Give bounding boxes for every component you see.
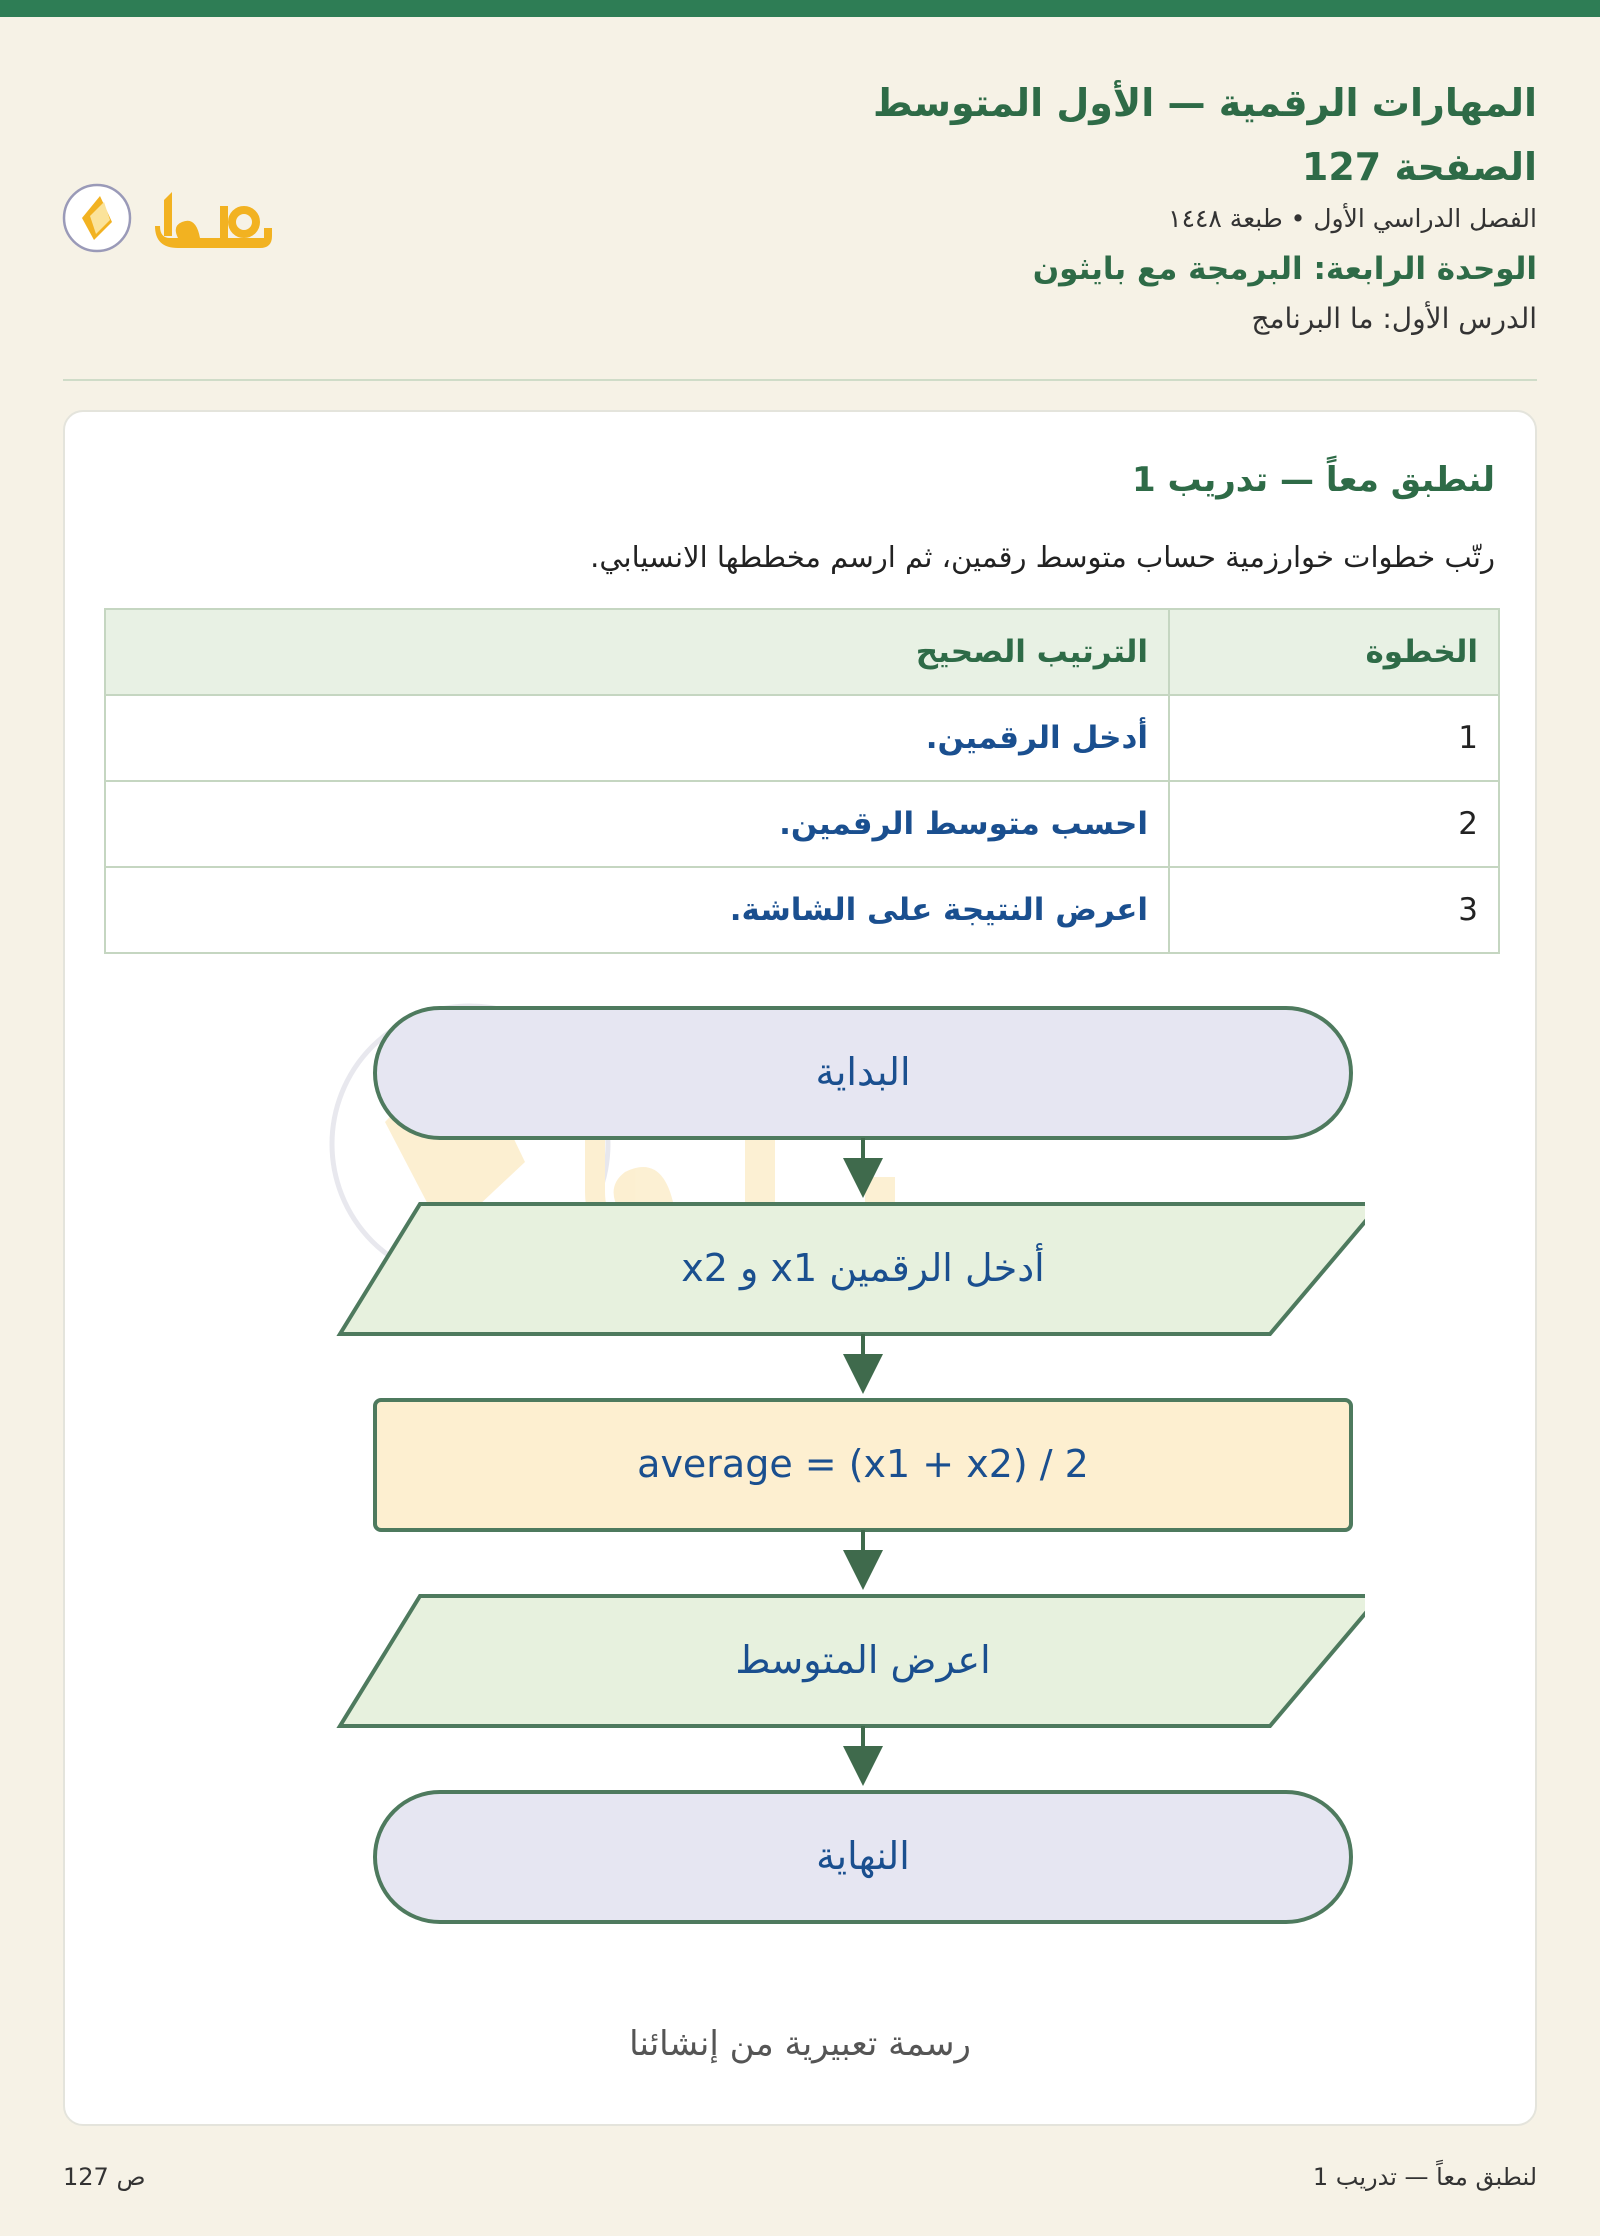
header-divider: [63, 379, 1537, 381]
table-row: [105, 781, 1499, 867]
figure-caption: رسمة تعبيرية من إنشائنا: [629, 2024, 971, 2064]
output-label: اعرض المتوسط: [735, 1638, 991, 1682]
hulul-logo: [60, 166, 280, 256]
table-row: [105, 867, 1499, 953]
lesson-title: الدرس الأول: ما البرنامج: [1251, 302, 1537, 335]
top-accent-bar: [0, 0, 1600, 17]
exercise-card: [63, 410, 1537, 2126]
step-text: احسب متوسط الرقمين.: [105, 781, 1169, 867]
flowchart: [255, 992, 1365, 1992]
step-text: اعرض النتيجة على الشاشة.: [105, 867, 1169, 953]
term-edition: الفصل الدراسي الأول • طبعة ١٤٤٨: [1168, 204, 1537, 233]
step-number: 1: [1169, 695, 1499, 781]
header-step: الخطوة: [1169, 609, 1499, 695]
start-label: البداية: [815, 1050, 911, 1094]
table-header-row: [105, 609, 1499, 695]
exercise-instruction: رتّب خطوات خوارزمية حساب متوسط رقمين، ثم ارسم مخططها الانسيابي.: [590, 540, 1495, 574]
process-label: average = (x1 + x2) / 2: [637, 1442, 1089, 1486]
footer-section-title: لنطبق معاً — تدريب 1: [1312, 2163, 1537, 2191]
subject-title: المهارات الرقمية — الأول المتوسط: [872, 81, 1537, 125]
page-header: [537, 78, 1537, 338]
step-number: 2: [1169, 781, 1499, 867]
step-number: 3: [1169, 867, 1499, 953]
header-order: الترتيب الصحيح: [105, 609, 1169, 695]
table-row: [105, 695, 1499, 781]
footer-page-number: ص 127: [63, 2163, 146, 2191]
exercise-title: لنطبق معاً — تدريب 1: [1131, 460, 1495, 500]
steps-table: [104, 608, 1500, 954]
page-number-title: الصفحة 127: [1301, 145, 1537, 189]
input-label: أدخل الرقمين x1 و x2: [681, 1246, 1045, 1290]
unit-title: الوحدة الرابعة: البرمجة مع بايثون: [1032, 251, 1537, 287]
end-label: النهاية: [816, 1834, 910, 1878]
step-text: أدخل الرقمين.: [105, 695, 1169, 781]
